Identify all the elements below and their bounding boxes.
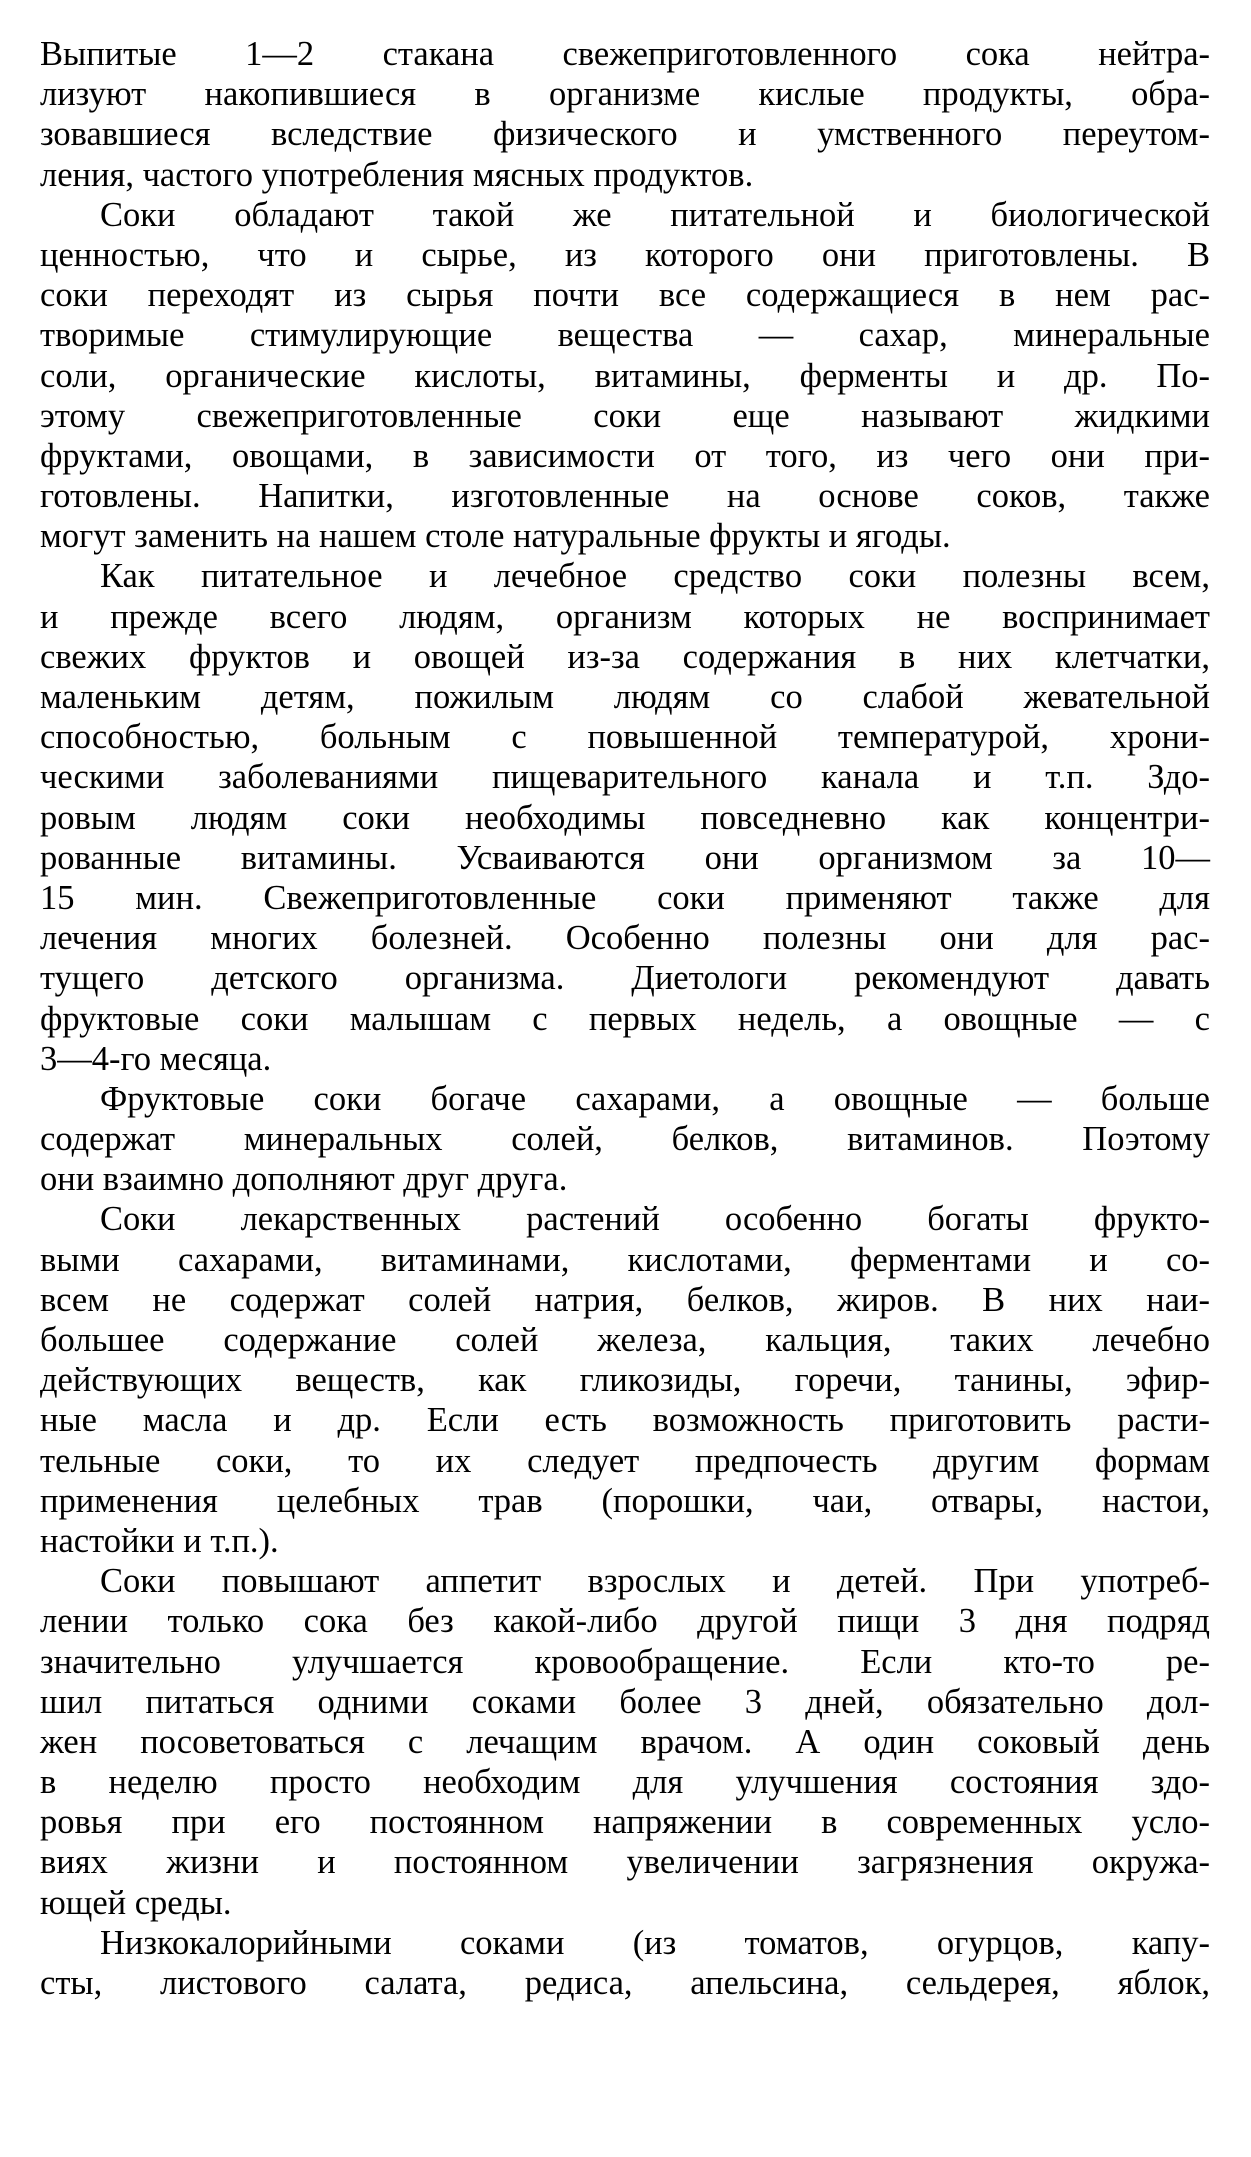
text-line: шил питаться одними соками более 3 дней, обязательно дол- [40, 1682, 1210, 1721]
text-line: настойки и т.п.). [40, 1521, 279, 1560]
text-line: применения целебных трав (порошки, чаи, отвары, настои, [40, 1481, 1210, 1520]
text-line: лизуют накопившиеся в организме кислые продукты, обра- [40, 75, 1210, 114]
text-line: большее содержание солей железа, кальция, таких лечебно [40, 1321, 1210, 1359]
text-line: Как питательное и лечебное средство соки полезны всем, [100, 557, 1210, 596]
paragraph [40, 1079, 1210, 1200]
text-line: действующих веществ, как гликозиды, горечи, танины, эфир- [40, 1361, 1210, 1400]
text-line: значительно улучшается кровообращение. Если кто-то ре- [40, 1642, 1210, 1681]
text-line: ющей среды. [40, 1883, 232, 1922]
body-text [40, 34, 1210, 2003]
text-line: зовавшиеся вследствие физического и умственного переутом- [40, 115, 1210, 154]
text-line: виях жизни и постоянном увеличении загрязнения окружа- [40, 1843, 1210, 1882]
text-line: Соки лекарственных растений особенно богаты фрукто- [100, 1200, 1210, 1239]
text-line: ценностью, что и сырье, из которого они приготовлены. В [40, 235, 1210, 274]
text-line: Соки обладают такой же питательной и биологической [100, 195, 1210, 234]
text-line: тущего детского организма. Диетологи рекомендуют давать [40, 959, 1210, 998]
paragraph [40, 1199, 1210, 1561]
text-line: готовлены. Напитки, изготовленные на основе соков, также [40, 477, 1210, 516]
text-line: ровья при его постоянном напряжении в современных усло- [40, 1803, 1210, 1842]
text-line: способностью, больным с повышенной температурой, хрони- [40, 718, 1210, 757]
text-line: содержат минеральных солей, белков, витаминов. Поэтому [40, 1120, 1210, 1159]
text-line: сты, листового салата, редиса, апельсина, сельдерея, яблок, [40, 1964, 1210, 2002]
text-line: Низкокалорийными соками (из томатов, огурцов, капу- [100, 1923, 1210, 1962]
text-line: свежих фруктов и овощей из-за содержания в них клетчатки, [40, 637, 1210, 676]
text-line: Выпитые 1—2 стакана свежеприготовленного сока нейтра- [40, 35, 1210, 73]
text-line: Соки повышают аппетит взрослых и детей. При употреб- [100, 1562, 1210, 1601]
text-line: в неделю просто необходим для улучшения состояния здо- [40, 1763, 1210, 1802]
text-line: фруктовые соки малышам с первых недель, а овощные — с [40, 999, 1210, 1038]
text-line: тельные соки, то их следует предпочесть другим формам [40, 1441, 1210, 1480]
text-line: этому свежеприготовленные соки еще называют жидкими [40, 396, 1210, 435]
text-line: ления, частого употребления мясных продуктов. [40, 155, 754, 194]
paragraph [40, 195, 1210, 557]
text-line: они взаимно дополняют друг друга. [40, 1160, 568, 1199]
text-line: ческими заболеваниями пищеварительного канала и т.п. Здо- [40, 758, 1210, 797]
text-line: Фруктовые соки богаче сахарами, а овощные — больше [100, 1079, 1210, 1118]
text-line: лечения многих болезней. Особенно полезны они для рас- [40, 919, 1210, 958]
text-line: выми сахарами, витаминами, кислотами, ферментами и со- [40, 1240, 1210, 1279]
text-line: соли, органические кислоты, витамины, ферменты и др. По- [40, 356, 1210, 395]
text-line: лении только сока без какой-либо другой пищи 3 дня подряд [40, 1602, 1210, 1641]
text-line: фруктами, овощами, в зависимости от того, из чего они при- [40, 436, 1210, 475]
text-line: и прежде всего людям, организм которых не воспринимает [40, 597, 1210, 636]
document-page [40, 34, 1210, 2003]
paragraph [40, 556, 1210, 1078]
text-line: могут заменить на нашем столе натуральные фрукты и ягоды. [40, 517, 951, 556]
text-line: всем не содержат солей натрия, белков, жиров. В них наи- [40, 1280, 1210, 1319]
text-line: жен посоветоваться с лечащим врачом. А один соковый день [40, 1722, 1210, 1761]
paragraph [40, 34, 1210, 195]
text-line: 3—4-го месяца. [40, 1039, 272, 1078]
paragraph [40, 1561, 1210, 1923]
text-line: рованные витамины. Усваиваются они организмом за 10— [40, 838, 1210, 877]
text-line: ные масла и др. Если есть возможность приготовить расти- [40, 1401, 1210, 1440]
text-line: ровым людям соки необходимы повседневно как концентри- [40, 798, 1210, 837]
text-line: 15 мин. Свежеприготовленные соки применяют также для [40, 878, 1210, 917]
text-line: соки переходят из сырья почти все содержащиеся в нем рас- [40, 276, 1210, 315]
paragraph [40, 1923, 1210, 2003]
text-line: творимые стимулирующие вещества — сахар, минеральные [40, 316, 1210, 355]
text-line: маленьким детям, пожилым людям со слабой жевательной [40, 678, 1210, 716]
